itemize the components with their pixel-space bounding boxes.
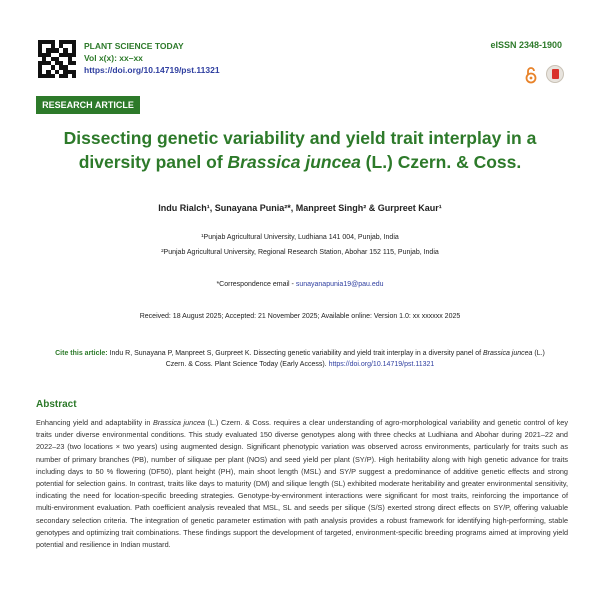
affiliation-1: ¹Punjab Agricultural University, Ludhiana 141 004, Punjab, India [201,234,399,241]
title-species: Brassica juncea [227,152,361,172]
citation-block [50,348,550,370]
publication-dates: Received: 18 August 2025; Accepted: 21 November 2025; Available online: Version 1.0: xx xxxxxx 2025 [139,313,461,320]
citation-doi-link[interactable]: https://doi.org/10.14719/pst.11321 [328,361,435,368]
article-title [40,126,560,174]
journal-name: PLANT SCIENCE TODAY [84,41,184,51]
abstract-species: Brassica juncea [152,418,205,427]
abstract-text [36,417,568,551]
abstract-lead: Enhancing yield and adaptability in [36,418,153,427]
affiliation-2: ²Punjab Agricultural University, Regional Research Station, Abohar 152 115, Punjab, India [161,249,439,256]
title-text-1: Dissecting genetic variability and yield trait interplay in a diversity panel of [63,128,537,172]
citation-species: Brassica juncea [483,350,533,357]
abstract-heading: Abstract [36,399,77,410]
journal-volume: Vol x(x): xx–xx [84,53,143,63]
abstract-body: (L.) Czern. & Coss. requires a clear understanding of agro-morphological variability and genetic control of key traits under diverse environmental conditions. This study evaluated 150 diverse genotypes along with three checks at Ludhiana and Abohar during 2021–22 and 2022–23 (two locations × two years) using augmented design. Significant phenotypic variation was observed across environments, particularly for traits such as number of primary branches (PB), number of siliquae per plant (NOS) and seed yield per plant (SY/P). High heritability along with high genetic advance for traits including days to 50 % flowering (DF50), plant height (PH), main shoot length (MSL) and SY/P suggest a predominance of additive genetic effects and strong potential for selection gains. In contrast, traits like days to maturity (DM) and silique length (SL) exhibited moderate heritability and greater environmental sensitivity, indicating the need for location-specific breeding strategies. Genotype-by-environment interactions were significant for most traits, reinforcing the importance of multi-environment evaluation. Path coefficient analysis revealed that MSL, SL and seeds per silique (S/S) exerted strong direct effects on SY/P, offering valuable secondary selection criteria. The integration of genetic parameter estimation with path analysis provides a robust framework for identifying high-performing, stable genotypes and optimizing trait combinations. These findings support the development of targeted, environment-specific breeding programs aimed at improving yield potential and resilience in Indian mustard. [36,418,569,550]
journal-info [84,40,220,76]
article-type-badge: RESEARCH ARTICLE [36,96,140,114]
correspondence-label: *Correspondence email - [216,281,294,288]
open-access-icon[interactable] [524,66,538,84]
citation-label: Cite this article: [55,350,108,357]
qr-code-icon [38,40,76,78]
correspondence-email-link[interactable]: sunayanapunia19@pau.edu [295,281,384,288]
title-text-2: (L.) Czern. & Coss. [360,152,522,172]
citation-text-1: Indu R, Sunayana P, Manpreet S, Gurpreet K. Dissecting genetic variability and yield trait interplay in a diversity panel of [107,350,483,357]
citation-text-2: (L.) Czern. & Coss. Plant Science Today (Early Access). [165,350,545,368]
crossmark-icon[interactable] [546,65,564,83]
eissn-label: eISSN 2348-1900 [490,40,562,50]
article-doi-link[interactable]: https://doi.org/10.14719/pst.11321 [84,65,220,75]
author-list: Indu Rialch¹, Sunayana Punia²*, Manpreet Singh² & Gurpreet Kaur¹ [158,203,442,213]
correspondence [0,281,600,288]
